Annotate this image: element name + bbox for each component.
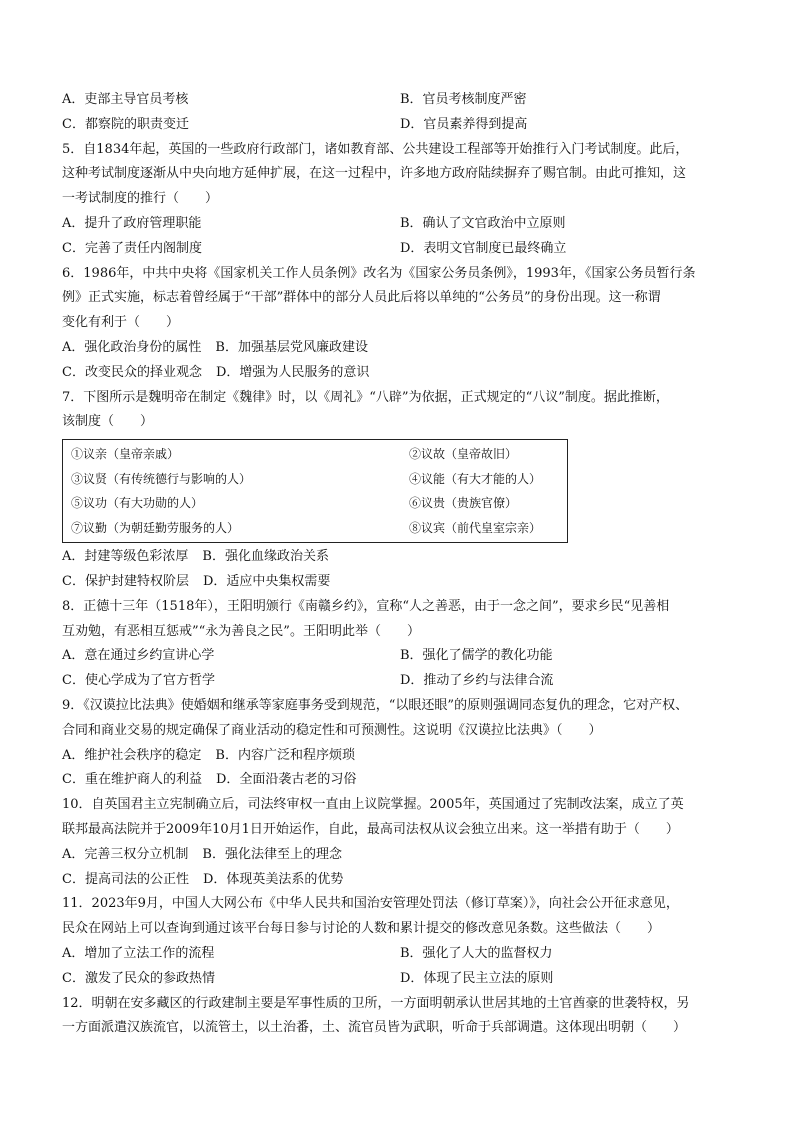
q7-stem-line: 7．下图所示是魏明帝在制定《魏律》时，以《周礼》“八辟”为依据，正式规定的“八议”制度。据此推断， [62,389,669,405]
baiyi-item: ③议贤（有传统德行与影响的人） [71,471,252,486]
q5-option-a[interactable]: A．提升了政府管理职能 [62,215,202,231]
q6-option-c[interactable]: C．改变民众的择业观念 [62,364,202,380]
q5-option-d[interactable]: D．表明文官制度已最终确立 [400,240,567,256]
q11-option-a[interactable]: A．增加了立法工作的流程 [62,945,215,961]
baiyi-item: ①议亲（皇帝亲戚） [71,447,180,462]
q9-stem-line: 9．《汉谟拉比法典》使婚姻和继承等家庭事务受到规范，“以眼还眼”的原则强调同态复仇的理念，它对产权、 [62,697,689,713]
q11-option-c[interactable]: C．激发了民众的参政热情 [62,970,215,986]
q6-stem-line: 6．1986年，中共中央将《国家机关工作人员条例》改名为《国家公务员条例》，1993年，《国家公务员暂行条 [62,265,696,281]
q4-option-c[interactable]: C．都察院的职责变迁 [62,116,189,132]
baiyi-item: ⑦议勤（为朝廷勤劳服务的人） [71,520,240,535]
q5-options-row-1 [62,212,738,237]
q7-options-row-2 [62,570,738,595]
q5-option-c[interactable]: C．完善了责任内阁制度 [62,240,202,256]
q8-option-a[interactable]: A．意在通过乡约宣讲心学 [62,648,215,664]
q4-options-row-1 [62,88,738,113]
q10-options-row-2 [62,868,738,893]
q8-option-d[interactable]: D．推动了乡约与法律合流 [400,673,554,689]
question-6 [62,262,738,386]
baiyi-row [71,491,559,516]
baiyi-item: ④议能（有大才能的人） [409,471,542,486]
q7-option-b[interactable]: B．强化血缘政治关系 [202,549,329,565]
question-5 [62,138,738,262]
q7-stem-line: 该制度（ ） [62,414,154,430]
baiyi-row [71,442,559,467]
q6-stem-line: 例》正式实施，标志着曾经属于“干部”群体中的部分人员此后将以单纯的“公务员”的身份出现。这一称谓 [62,290,661,306]
question-9 [62,694,738,793]
q9-option-b[interactable]: B．内容广泛和程序烦琐 [215,747,355,763]
q10-options-row-1 [62,843,738,868]
question-8 [62,595,738,694]
q7-option-a[interactable]: A．封建等级色彩浓厚 [62,549,189,565]
q11-option-b[interactable]: B．强化了人大的监督权力 [400,945,553,961]
q10-option-d[interactable]: D．体现英美法系的优势 [202,871,344,887]
q6-stem-line: 变化有利于（ ） [62,315,180,331]
q11-stem-line: 民众在网站上可以查询到通过该平台每日参与讨论的人数和累计提交的修改意见条数。这些做法（ ） [62,921,661,937]
q6-options-row-2 [62,361,738,386]
q8-option-b[interactable]: B．强化了儒学的教化功能 [400,648,553,664]
q8-options-row-1 [62,644,738,669]
q10-option-b[interactable]: B．强化法律至上的理念 [202,846,342,862]
q4-option-b[interactable]: B．官员考核制度严密 [400,92,527,107]
q5-stem-line: 5．自1834年起，英国的一些政府行政部门，诸如教育部、公共建设工程部等开始推行入门考试制度。此后， [62,141,689,157]
baiyi-table [62,439,568,543]
q6-option-a[interactable]: A．强化政治身份的属性 [62,339,202,355]
q10-stem-line: 联邦最高法院并于2009年10月1日开始运作，自此，最高司法权从议会独立出来。这一举措有助于（ ） [62,821,679,837]
question-12 [62,992,738,1042]
q5-stem-line: 这种考试制度逐渐从中央向地方延伸扩展，在这一过程中，许多地方政府陆续摒弃了赐官制。由此可推知，这 [62,166,687,182]
q8-stem-line: 8．正德十三年（1518年），王阳明颁行《南赣乡约》，宣称“人之善恶，由于一念之间”，要求乡民“见善相 [62,598,670,614]
q9-stem-line: 合同和商业交易的规定确保了商业活动的稳定性和可预测性。这说明《汉谟拉比法典》（ ） [62,722,602,738]
q4-option-d[interactable]: D．官员素养得到提高 [400,116,528,132]
question-10 [62,793,738,892]
baiyi-item: ②议故（皇帝故旧） [409,447,518,462]
q5-stem-line: 一考试制度的推行（ ） [62,191,219,207]
baiyi-item: ⑤议功（有大功勋的人） [71,496,204,511]
question-7 [62,386,738,595]
q10-option-a[interactable]: A．完善三权分立机制 [62,846,189,862]
q6-option-d[interactable]: D．增强为人民服务的意识 [215,364,370,380]
q5-option-b[interactable]: B．确认了文官政治中立原则 [400,215,566,231]
question-list [62,88,738,1041]
baiyi-row [71,516,559,541]
q11-options-row-2 [62,967,738,992]
q11-option-d[interactable]: D．体现了民主立法的原则 [400,970,554,986]
q9-option-d[interactable]: D．全面沿袭古老的习俗 [215,772,357,788]
q12-stem-line: 12．明朝在安多藏区的行政建制主要是军事性质的卫所，一方面明朝承认世居其地的土官酋豪的世袭特权，另 [62,995,690,1011]
q10-option-c[interactable]: C．提高司法的公正性 [62,871,189,887]
q8-options-row-2 [62,669,738,694]
q10-stem-line: 10．自英国君主立宪制确立后，司法终审权一直由上议院掌握。2005年，英国通过了宪制改法案，成立了英 [62,797,684,813]
q6-option-b[interactable]: B．加强基层党风廉政建设 [215,339,368,355]
q11-options-row-1 [62,942,738,967]
q9-option-a[interactable]: A．维护社会秩序的稳定 [62,747,202,763]
q7-options-row-1 [62,545,738,570]
q4-option-a[interactable]: A．吏部主导官员考核 [62,92,189,107]
q11-stem-line: 11．2023年9月，中国人大网公布《中华人民共和国治安管理处罚法（修订草案）》，向社会公开征求意见， [62,896,679,912]
q9-options-row-2 [62,768,738,793]
q9-options-row-1 [62,744,738,769]
q6-options-row-1 [62,336,738,361]
q5-options-row-2 [62,237,738,262]
q12-stem-line: 一方面派遣汉族流官，以流管土，以土治番，土、流官员皆为武职，听命于兵部调遣。这体现出明朝（ ） [62,1020,687,1036]
question-11 [62,892,738,991]
q9-option-c[interactable]: C．重在维护商人的利益 [62,772,202,788]
q7-option-c[interactable]: C．保护封建特权阶层 [62,573,189,589]
q8-stem-line: 互劝勉，有恶相互惩戒”“永为善良之民”。王阳明此举（ ） [62,623,420,639]
q7-option-d[interactable]: D．适应中央集权需要 [202,573,331,589]
q4-options-row-2 [62,113,738,138]
baiyi-item: ⑥议贵（贵族官僚） [409,496,518,511]
baiyi-item: ⑧议宾（前代皇室宗亲） [409,520,542,535]
q8-option-c[interactable]: C．使心学成为了官方哲学 [62,673,215,689]
baiyi-row [71,467,559,492]
